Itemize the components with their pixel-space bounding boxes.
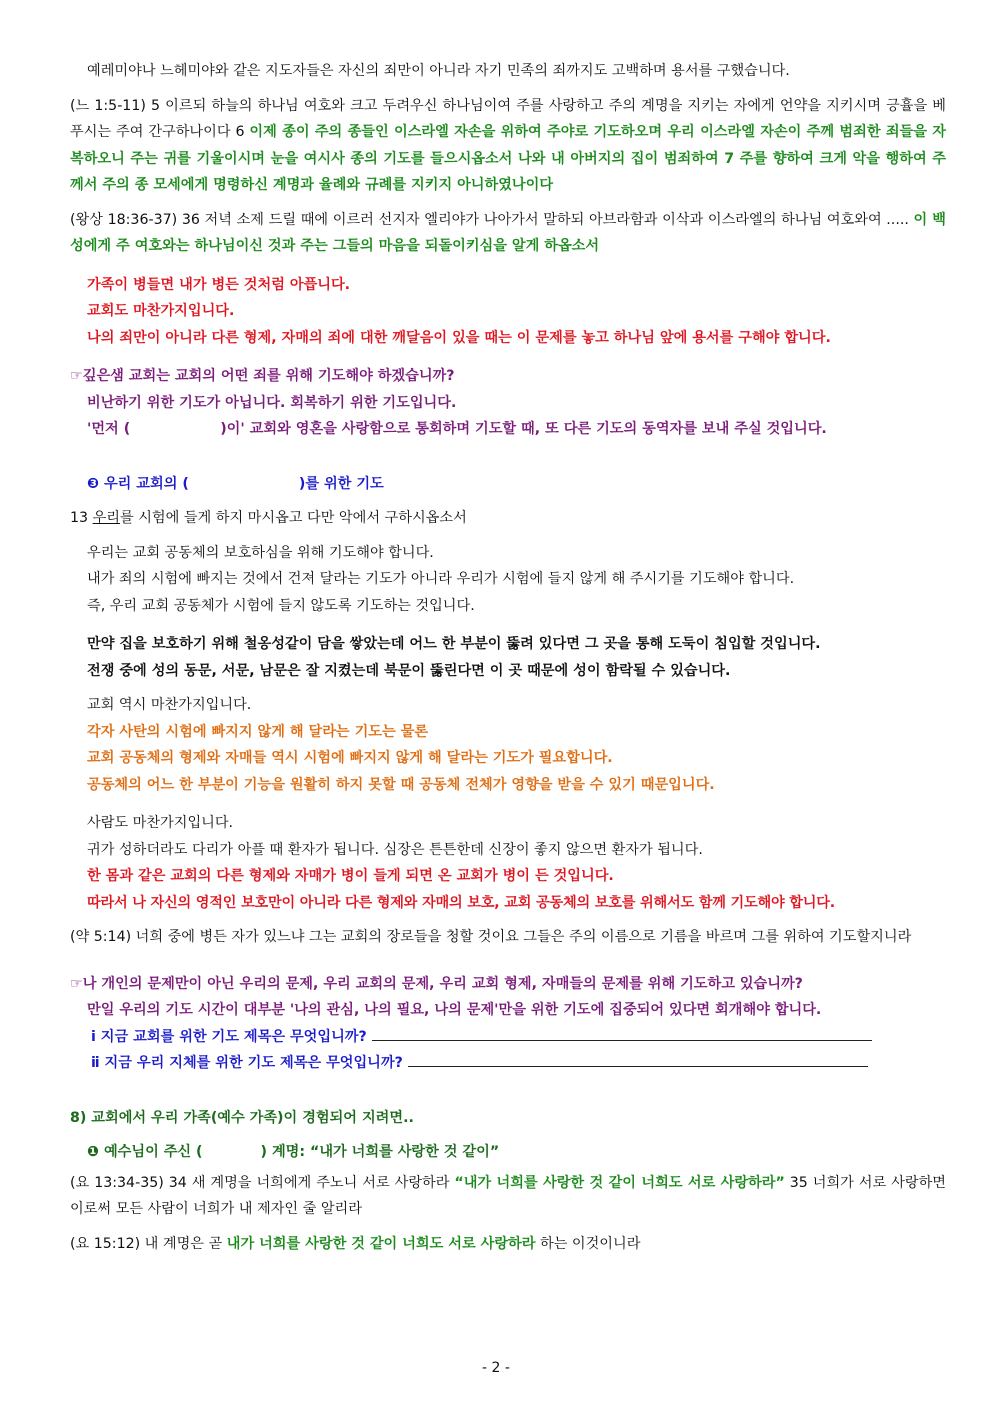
red-line-2: 교회도 마찬가지입니다. — [87, 303, 235, 319]
protection-paragraph: 우리는 교회 공동체의 보호하심을 위해 기도해야 합니다. 내가 죄의 시험에 빠지는 것에서 건져 달라는 기도가 아니라 우리가 시험에 들지 않게 해 주시기를 기도해야 합니다. 즉, 우리 교회 공동체가 시험에 들지 않도록 기도하는 것입니다. — [87, 544, 795, 614]
kings-highlight: 이 백성에게 주 여호와는 하나님이신 것과 주는 그들의 마음을 되돌이키심을 알게 하옵소서 — [70, 211, 946, 254]
underlined-word: 우리 — [92, 510, 120, 526]
kings-passage — [70, 207, 946, 260]
section-8-heading: 8) 교회에서 우리 가족(예수 가족)이 경험되어 지려면.. — [70, 1109, 414, 1126]
page-number: - 2 - — [482, 1360, 510, 1376]
intro-paragraph: 예레미야나 느헤미야와 같은 지도자들은 자신의 죄만이 아니라 자기 민족의 죄까지도 고백하며 용서를 구했습니다. — [87, 63, 790, 79]
john-15-passage: (요 15:12) 내 계명은 곧 내가 너희를 사랑한 것 같이 너희도 서로 사랑하라 하는 이것이니라 — [70, 1235, 641, 1252]
answer-line[interactable] — [372, 1026, 872, 1041]
pointing-hand-icon: ☞ — [70, 368, 83, 384]
question-block-2 — [70, 971, 946, 1077]
red-line-3: 나의 죄만이 아니라 다른 형제, 자매의 죄에 대한 깨달음이 있을 때는 이 문제를 놓고 하나님 앞에 용서를 구해야 합니다. — [87, 329, 831, 346]
document-page — [70, 58, 946, 1257]
kings-plain: (왕상 18:36-37) 36 저녁 소제 드릴 때에 이르러 선지자 엘리야가 나아가서 말하되 아브라함과 이삭과 이스라엘의 하나님 여호와여 ..... — [70, 211, 914, 228]
red-line-1: 가족이 병들면 내가 병든 것처럼 아픕니다. — [87, 276, 351, 293]
family-sickness-block — [70, 272, 946, 352]
question-block-1 — [70, 363, 946, 443]
question-2: 나 개인의 문제만이 아닌 우리의 문제, 우리 교회의 문제, 우리 교회 형제, 자매들의 문제를 위해 기도하고 있습니까? — [82, 975, 803, 992]
nehemiah-highlight: 이제 종이 주의 종들인 이스라엘 자손을 위하여 주야로 기도하오며 우리 이스라엘 자손이 주께 범죄한 죄들을 자복하오니 주는 귀를 기울이시며 눈을 여시사 종의 기도를 들으시옵소서 나와 내 아버지의 집이 범죄하여 7 주를 향하여 크게 악을 행하여 주께서 주의 종 모세에게 명령하신 계명과 율례와 규례를 지키지 아니하였나이다 — [70, 124, 946, 193]
church-paragraph: 교회 역시 마찬가지입니다. 각자 사탄의 시험에 빠지지 않게 해 달라는 기도는 물론 교회 공동체의 형제와 자매들 역시 시험에 빠지지 않게 해 달라는 기도가 필요합니다. 공동체의 어느 한 부분이 기능을 원활히 하지 못할 때 공동체 전체가 영향을 받을 수 있기 때문입니다. — [87, 697, 715, 793]
prayer-topic-church: ⅰ 지금 교회를 위한 기도 제목은 무엇입니까? — [70, 1024, 946, 1051]
answer-1: 비난하기 위한 기도가 아닙니다. 회복하기 위한 기도입니다. — [87, 394, 457, 411]
nehemiah-plain: (느 1:5-11) 5 이르되 하늘의 하나님 여호와 크고 두려우신 하나님이여 주를 사랑하고 주의 계명을 지키는 자에게 언약을 지키시며 긍휼을 베푸시는 주여 간구하나이다 6 — [70, 97, 946, 140]
wall-illustration: 만약 집을 보호하기 위해 철옹성같이 담을 쌓았는데 어느 한 부분이 뚫려 있다면 그 곳을 통해 도둑이 침입할 것입니다. 전쟁 중에 성의 동문, 서문, 남문은 잘 지켰는데 북문이 뚫린다면 이 곳 때문에 성이 함락될 수 있습니다. — [87, 636, 821, 679]
nehemiah-passage — [70, 93, 946, 199]
commandment-heading: ❶ 예수님이 주신 ( ) 계명: “내가 너희를 사랑한 것 같이” — [87, 1144, 500, 1160]
pointing-hand-icon: ☞ — [70, 975, 83, 992]
body-paragraph: 사람도 마찬가지입니다. 귀가 성하더라도 다리가 아플 때 환자가 됩니다. 심장은 튼튼한데 신장이 좋지 않으면 환자가 됩니다. 한 몸과 같은 교회의 다른 형제와 자매가 병이 들게 되면 온 교회가 병이 든 것입니다. 따라서 나 자신의 영적인 보호만이 아니라 다른 형제와 자매의 보호, 교회 공동체의 보호를 위해서도 함께 기도해야 합니다. — [87, 815, 835, 911]
repent-line: 만일 우리의 기도 시간이 대부분 '나의 관심, 나의 필요, 나의 문제'만을 위한 기도에 집중되어 있다면 회개해야 합니다. — [87, 1002, 822, 1018]
verse-13: 13 우리를 시험에 들게 하지 마시옵고 다만 악에서 구하시옵소서 — [70, 510, 467, 526]
answer-line[interactable] — [408, 1052, 868, 1067]
section-heading-3: ❸ 우리 교회의 ( )를 위한 기도 — [87, 475, 384, 492]
question-1: 깊은샘 교회는 교회의 어떤 죄를 위해 기도해야 하겠습니까? — [82, 368, 455, 384]
john-13-passage: (요 13:34-35) 34 새 계명을 너희에게 주노니 서로 사랑하라 “내가 너희를 사랑한 것 같이 너희도 서로 사랑하라” 35 너희가 서로 사랑하면 이로써 모든 사람이 너희가 내 제자인 줄 알리라 — [70, 1174, 946, 1217]
james-passage: (약 5:14) 너희 중에 병든 자가 있느냐 그는 교회의 장로들을 청할 것이요 그들은 주의 이름으로 기름을 바르며 그를 위하여 기도할지니라 — [70, 929, 912, 945]
prayer-topic-members: ⅱ 지금 우리 지체를 위한 기도 제목은 무엇입니까? — [70, 1050, 946, 1077]
fill-blank-line: '먼저 ( )이' 교회와 영혼을 사랑함으로 통회하며 기도할 때, 또 다른 기도의 동역자를 보내 주실 것입니다. — [87, 421, 827, 437]
